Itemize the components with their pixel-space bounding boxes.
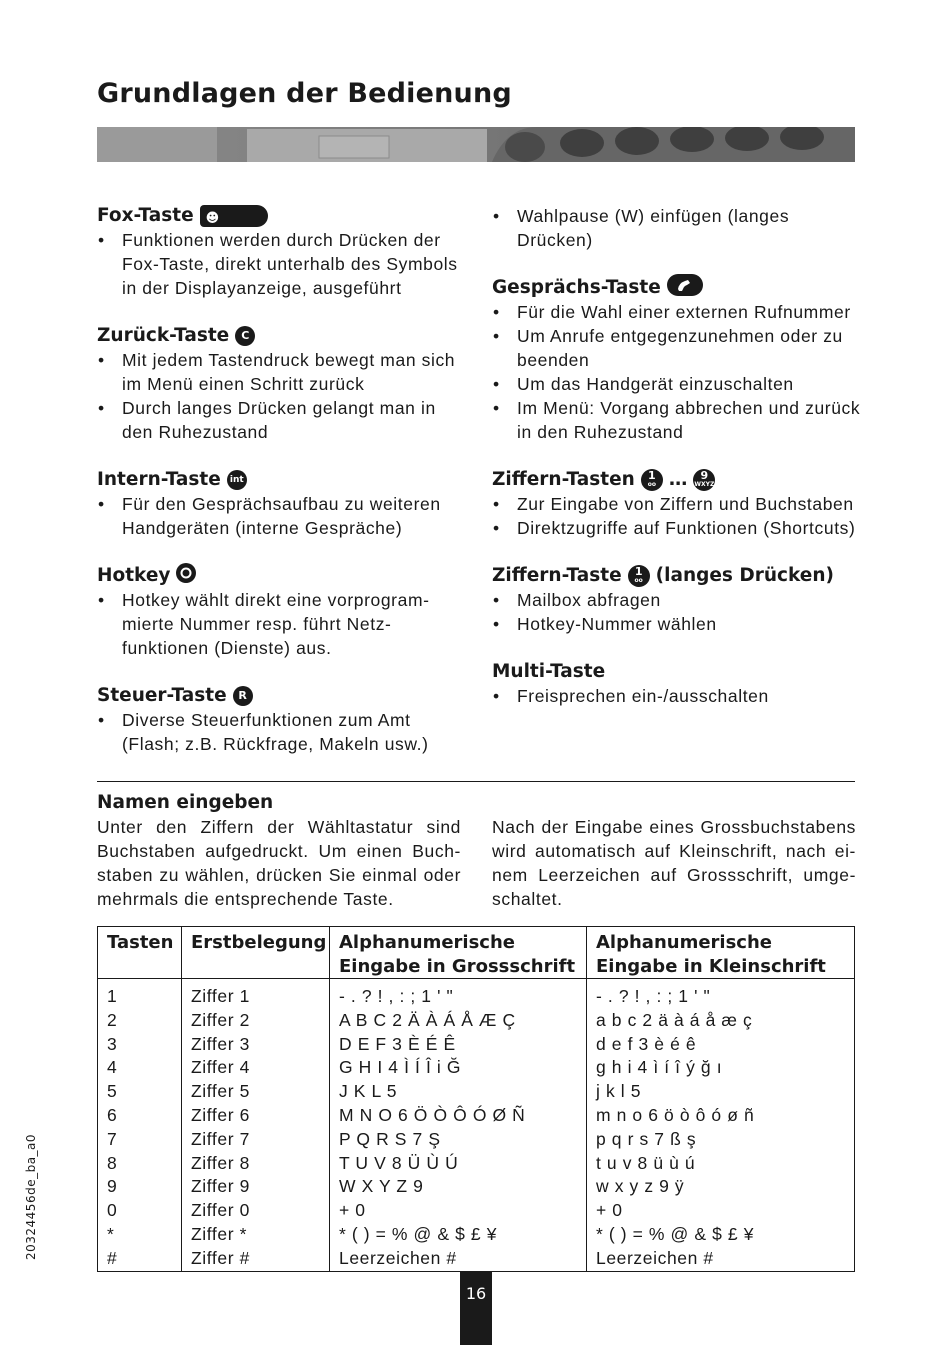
fox-key-title: Fox-Taste [97, 205, 194, 226]
section-divider [97, 781, 855, 782]
table-cell: Ziffer 4 [191, 1057, 250, 1078]
left-column [97, 204, 467, 780]
table-cell: * [107, 1223, 115, 1244]
table-cell: Leerzeichen # [339, 1247, 457, 1268]
long-press-suffix: (langes Drücken) [655, 565, 834, 586]
table-cell: G H I 4 Ì Í Î i Ğ [339, 1057, 462, 1078]
table-cell: Ziffer 7 [191, 1128, 250, 1149]
control-key-section [97, 684, 467, 756]
c-key-icon: C [235, 326, 255, 346]
back-key-section [97, 324, 467, 444]
table-cell: 4 [107, 1057, 118, 1078]
intern-key-section [97, 468, 467, 540]
table-cell: + 0 [596, 1200, 623, 1221]
table-cell: + 0 [339, 1200, 366, 1221]
table-cell: 8 [107, 1152, 118, 1173]
hotkey-icon [176, 563, 196, 590]
table-cell: T U V 8 Ü Ù Ú [339, 1152, 459, 1173]
table-cell: Ziffer 6 [191, 1104, 250, 1125]
page-title: Grundlagen der Bedienung [97, 78, 512, 109]
list-item: • Wahlpause (W) einfügen (langes Drücken) [492, 204, 862, 252]
table-cell: A B C 2 Ä À Á Å Æ Ç [339, 1009, 516, 1030]
ellipsis: … [668, 469, 688, 490]
r-key-icon: R [233, 686, 253, 706]
list-item: • Mailbox abfragen [492, 588, 862, 612]
table-cell: J K L 5 [339, 1081, 398, 1102]
list-item: • Hotkey wählt direkt eine vorprogram-mierte Nummer resp. führt Netz-funktionen (Dienste) aus. [97, 588, 467, 660]
digit-key-title: Ziffern-Taste [492, 565, 622, 586]
list-item: • Im Menü: Vorgang abbrechen und zurück in den Ruhezustand [492, 396, 862, 444]
digit-keys-title: Ziffern-Tasten [492, 469, 635, 490]
table-cell: Ziffer 9 [191, 1176, 250, 1197]
int-key-icon: int [227, 470, 247, 490]
hotkey-title: Hotkey [97, 565, 171, 586]
table-cell: j k l 5 [596, 1081, 642, 1102]
phone-key-icon [667, 274, 703, 303]
digit-9-key-icon: 9 WXYZ [693, 469, 715, 491]
table-cell: * ( ) = % @ & $ £ ¥ [339, 1223, 498, 1244]
fox-key-icon: ☻ [200, 205, 268, 227]
digit-1-key-icon: 1 oo [641, 469, 663, 491]
table-cell: P Q R S 7 Ş [339, 1128, 441, 1149]
table-cell: 0 [107, 1200, 118, 1221]
table-cell: 2 [107, 1009, 118, 1030]
table-cell: 3 [107, 1033, 118, 1054]
hotkey-section [97, 564, 467, 660]
handset-keypad-photo [97, 127, 855, 162]
list-item: • Durch langes Drücken gelangt man in den Ruhezustand [97, 396, 467, 444]
list-item: • Funktionen werden durch Drücken der Fox-Taste, direkt unterhalb des Symbols in der Displayanzeige, ausgeführt [97, 228, 467, 300]
table-column-uppercase [329, 927, 587, 1271]
table-header: Alphanumerische Eingabe in Grossschrift [330, 927, 587, 979]
table-cell: * ( ) = % @ & $ £ ¥ [596, 1223, 755, 1244]
table-cell: Ziffer * [191, 1223, 248, 1244]
names-section-title: Namen eingeben [97, 792, 274, 813]
list-item: • Freisprechen ein-/ausschalten [492, 684, 862, 708]
list-item: • Um das Handgerät einzuschalten [492, 372, 862, 396]
table-header: Erstbelegung [182, 927, 330, 979]
table-cell: 5 [107, 1081, 118, 1102]
list-item: • Direktzugriffe auf Funktionen (Shortcuts) [492, 516, 862, 540]
intern-key-title: Intern-Taste [97, 469, 221, 490]
table-cell: 9 [107, 1176, 118, 1197]
table-cell: 1 [107, 986, 118, 1006]
call-key-title: Gesprächs-Taste [492, 277, 661, 298]
right-column [492, 204, 862, 732]
table-cell: Ziffer 3 [191, 1033, 250, 1054]
digit-keys-section [492, 468, 862, 540]
page-number: 16 [460, 1272, 492, 1345]
control-key-title: Steuer-Taste [97, 685, 227, 706]
table-cell: Ziffer 8 [191, 1152, 250, 1173]
table-cell: d e f 3 è é ê [596, 1033, 697, 1054]
list-item: • Hotkey-Nummer wählen [492, 612, 862, 636]
table-cell: w x y z 9 ÿ [596, 1176, 685, 1197]
table-column-keys [98, 927, 181, 1271]
table-cell: M N O 6 Ö Ò Ô Ó Ø Ñ [339, 1104, 526, 1125]
list-item: • Für den Gesprächsaufbau zu weiteren Handgeräten (interne Gespräche) [97, 492, 467, 540]
names-paragraph-left: Unter den Ziffern der Wähltastatur sind Buchstaben aufgedruckt. Um einen Buch-staben zu wählen, drücken Sie einmal oder mehrmals die entsprechende Taste. [97, 817, 461, 909]
list-item: • Für die Wahl einer externen Rufnummer [492, 300, 862, 324]
table-cell: Leerzeichen # [596, 1247, 714, 1268]
table-cell: 6 [107, 1104, 118, 1125]
document-code: 20324456de_ba_a0 [24, 1133, 38, 1260]
dial-pause-continuation [492, 204, 862, 252]
digit-1-key-icon: 1 oo [628, 565, 650, 587]
back-key-title: Zurück-Taste [97, 325, 230, 346]
table-cell: p q r s 7 ß ş [596, 1128, 697, 1149]
table-cell: Ziffer 0 [191, 1200, 250, 1221]
table-cell: Ziffer # [191, 1247, 250, 1268]
table-cell: - . ? ! , : ; 1 ' " [596, 986, 711, 1006]
table-header: Tasten [98, 927, 181, 979]
table-cell: m n o 6 ö ò ô ó ø ñ [596, 1104, 755, 1125]
table-cell: Ziffer 1 [191, 986, 250, 1006]
multi-key-section [492, 660, 862, 708]
character-table [97, 926, 855, 1272]
table-column-first-assignment [181, 927, 330, 1271]
table-cell: 7 [107, 1128, 118, 1149]
table-cell: W X Y Z 9 [339, 1176, 424, 1197]
table-cell: - . ? ! , : ; 1 ' " [339, 986, 454, 1006]
list-item: • Um Anrufe entgegenzunehmen oder zu beenden [492, 324, 862, 372]
fox-key-section [97, 204, 467, 300]
table-cell: # [107, 1247, 118, 1268]
names-paragraph-right: Nach der Eingabe eines Grossbuchstabens wird automatisch auf Kleinschrift, nach ei-nem Leerzeichen auf Grossschrift, umge-schaltet. [492, 817, 856, 909]
table-cell: g h i 4 ì í î ý ğ ı [596, 1057, 723, 1078]
list-item: • Diverse Steuerfunktionen zum Amt (Flash; z.B. Rückfrage, Makeln usw.) [97, 708, 467, 756]
list-item: • Mit jedem Tastendruck bewegt man sich im Menü einen Schritt zurück [97, 348, 467, 396]
call-key-section [492, 276, 862, 444]
table-cell: D E F 3 È É Ê [339, 1033, 456, 1054]
digit-key-long-press-section [492, 564, 862, 636]
table-cell: a b c 2 ä à á å æ ç [596, 1009, 753, 1030]
table-header: Alphanumerische Eingabe in Kleinschrift [587, 927, 854, 979]
table-column-lowercase [586, 927, 854, 1271]
table-cell: Ziffer 5 [191, 1081, 250, 1102]
multi-key-title: Multi-Taste [492, 661, 606, 682]
table-cell: t u v 8 ü ù ú [596, 1152, 696, 1173]
list-item: • Zur Eingabe von Ziffern und Buchstaben [492, 492, 862, 516]
table-cell: Ziffer 2 [191, 1009, 250, 1030]
